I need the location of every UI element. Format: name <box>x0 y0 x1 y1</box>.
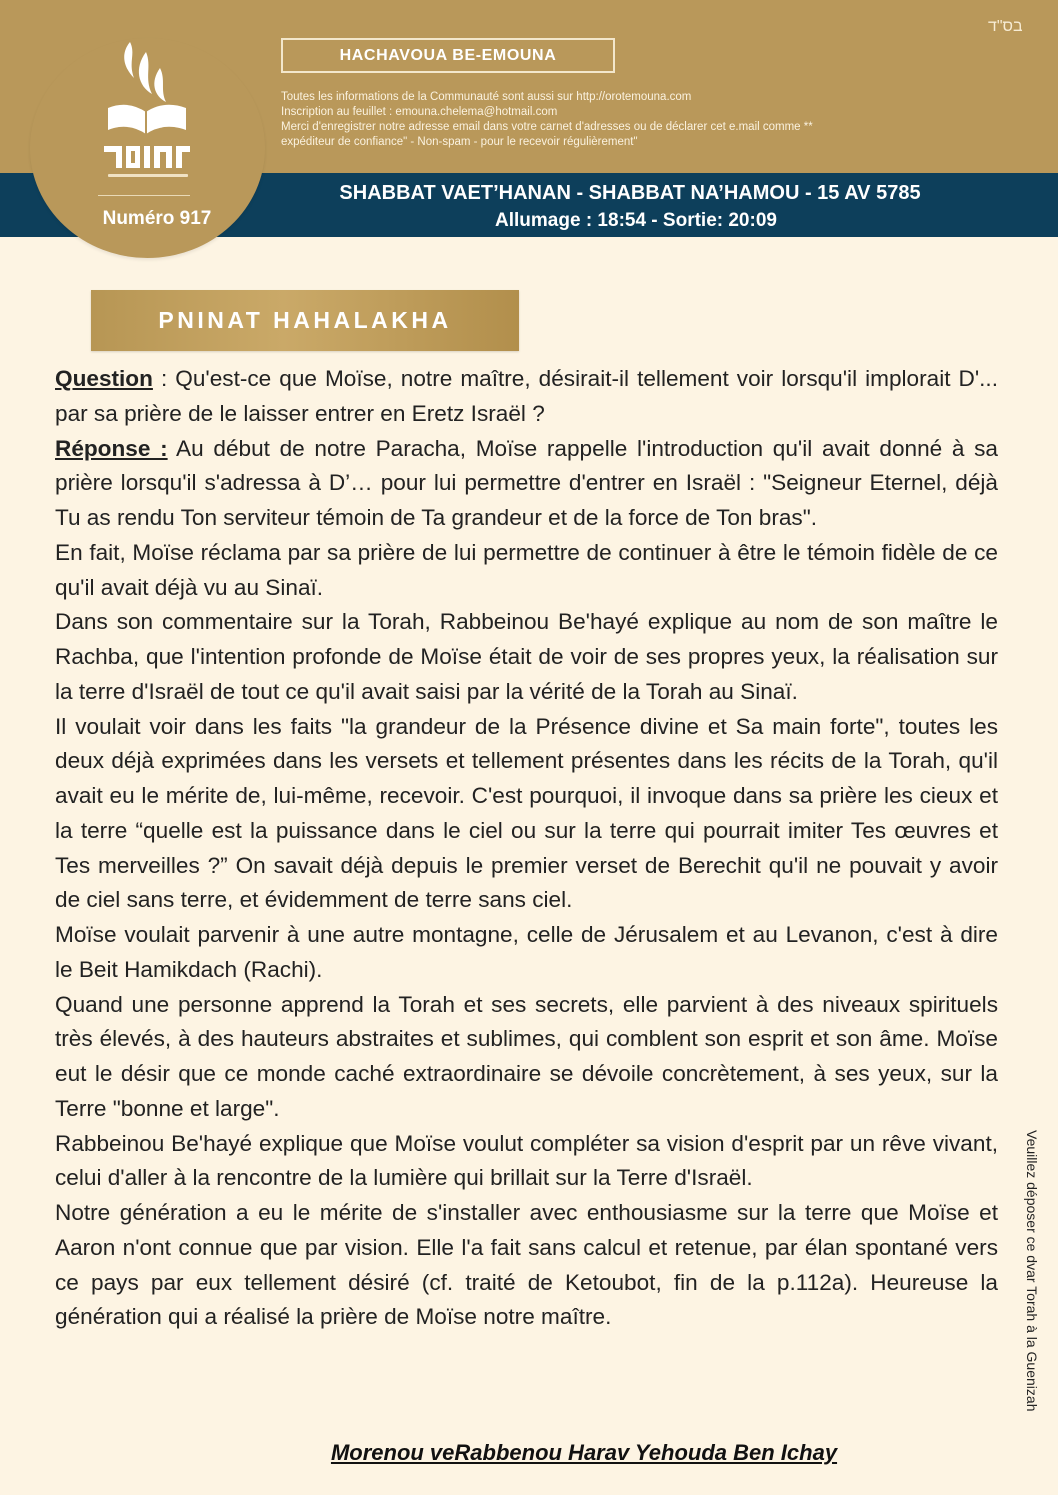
bsd-mark: בס"ד <box>988 18 1023 35</box>
shabbat-times: Allumage : 18:54 - Sortie: 20:09 <box>495 210 777 231</box>
info-line: expéditeur de confiance" - Non-spam - pour le recevoir régulièrement" <box>281 136 638 148</box>
info-line: Inscription au feuillet : emouna.chelema@hotmail.com <box>281 106 558 118</box>
article-paragraph: Dans son commentaire sur la Torah, Rabbeinou Be'hayé explique au nom de son maître le Rachba, que l'intention profonde de Moïse était de voir de ses propres yeux, la réalisation sur la terre d'Israël de tout ce qu'il avait saisi par la vérité de la Torah au Sinaï. <box>55 609 998 704</box>
logo-divider <box>98 195 190 196</box>
article-paragraph: Il voulait voir dans les faits "la grandeur de la Présence divine et Sa main forte", toutes les deux déjà exprimées dans les versets et tellement présentes dans les récits de la Torah, qu'il avait eu le mérite de, lui-même, recevoir. C'est pourquoi, il invoque dans sa prière les cieux et la terre “quelle est la puissance dans le ciel ou sur la terre qui pourrait imiter Tes œuvres et Tes merveilles ?” On savait déjà depuis le premier verset de Berechit qu'il ne pouvait y avoir de ciel sans terre, et évidemment de terre sans ciel. <box>55 713 998 913</box>
guenizah-note: Veuillez déposer ce dvar Torah à la Guenizah <box>1024 1130 1040 1412</box>
article-paragraph: Moïse voulait parvenir à une autre montagne, celle de Jérusalem et au Levanon, c'est à dire le Beit Hamikdach (Rachi). <box>55 922 998 982</box>
author-signature: Morenou veRabbenou Harav Yehouda Ben Ichay <box>330 1440 838 1465</box>
emouna-book-flame-logo-icon <box>100 38 195 183</box>
info-line: Toutes les informations de la Communauté sont aussi sur http://orotemouna.com <box>281 91 692 103</box>
shabbat-title: SHABBAT VAET’HANAN - SHABBAT NA’HAMOU - 15 AV 5785 <box>339 182 921 204</box>
question-paragraph <box>55 362 998 432</box>
info-line: Merci d'enregistrer notre adresse email dans votre carnet d'adresses ou de déclarer cet e.mail comme ** <box>281 121 813 133</box>
article-paragraph: Notre génération a eu le mérite de s'installer avec enthousiasme sur la terre que Moïse et Aaron n'ont connue que par vision. Elle l'a fait sans calcul et retenue, par élan spontané vers ce pays par eux tellement désiré (cf. traité de Ketoubot, fin de la p.112a). Heureuse la génération qui a réalisé la prière de Moïse notre maître. <box>55 1200 998 1330</box>
section-banner <box>91 290 519 351</box>
answer-label: Réponse : <box>55 435 168 461</box>
header-info <box>281 90 961 150</box>
article-paragraph: En fait, Moïse réclama par sa prière de lui permettre de continuer à être le témoin fidèle de ce qu'il avait déjà vu au Sinaï. <box>55 539 998 600</box>
article-paragraph: Quand une personne apprend la Torah et ses secrets, elle parvient à des niveaux spirituels très élevés, à des hauteurs abstraites et sublimes, qui comblent son esprit et son âme. Moïse eut le désir que ce monde caché extraordinaire se dévoile concrètement, à ses yeux, sur la Terre "bonne et large". <box>55 991 998 1121</box>
article-paragraph: Rabbeinou Be'hayé explique que Moïse voulut compléter sa vision d'esprit par un rêve vivant, celui d'aller à la rencontre de la lumière qui brillait sur la Terre d'Israël. <box>55 1130 998 1191</box>
newsletter-title-text: HACHAVOUA BE-EMOUNA <box>339 46 557 64</box>
question-label: Question <box>55 366 153 391</box>
newsletter-title <box>281 38 615 73</box>
question-text: : Qu'est-ce que Moïse, notre maître, désirait-il tellement voir lorsqu'il implorait D'... par sa prière de le laisser entrer en Eretz Israël ? <box>55 366 998 426</box>
issue-number: Numéro 917 <box>102 208 212 229</box>
answer-paragraph <box>55 432 998 536</box>
section-title: PNINAT HAHALAKHA <box>158 307 452 333</box>
article-body <box>55 362 998 1335</box>
answer-text: Au début de notre Paracha, Moïse rappelle l'introduction qu'il avait donné à sa prière lorsqu'il s'adressa à D’… pour lui permettre d'entrer en Israël : "Seigneur Eternel, déjà Tu as rendu Ton serviteur témoin de Ta grandeur et de la force de Ton bras". <box>55 435 998 530</box>
